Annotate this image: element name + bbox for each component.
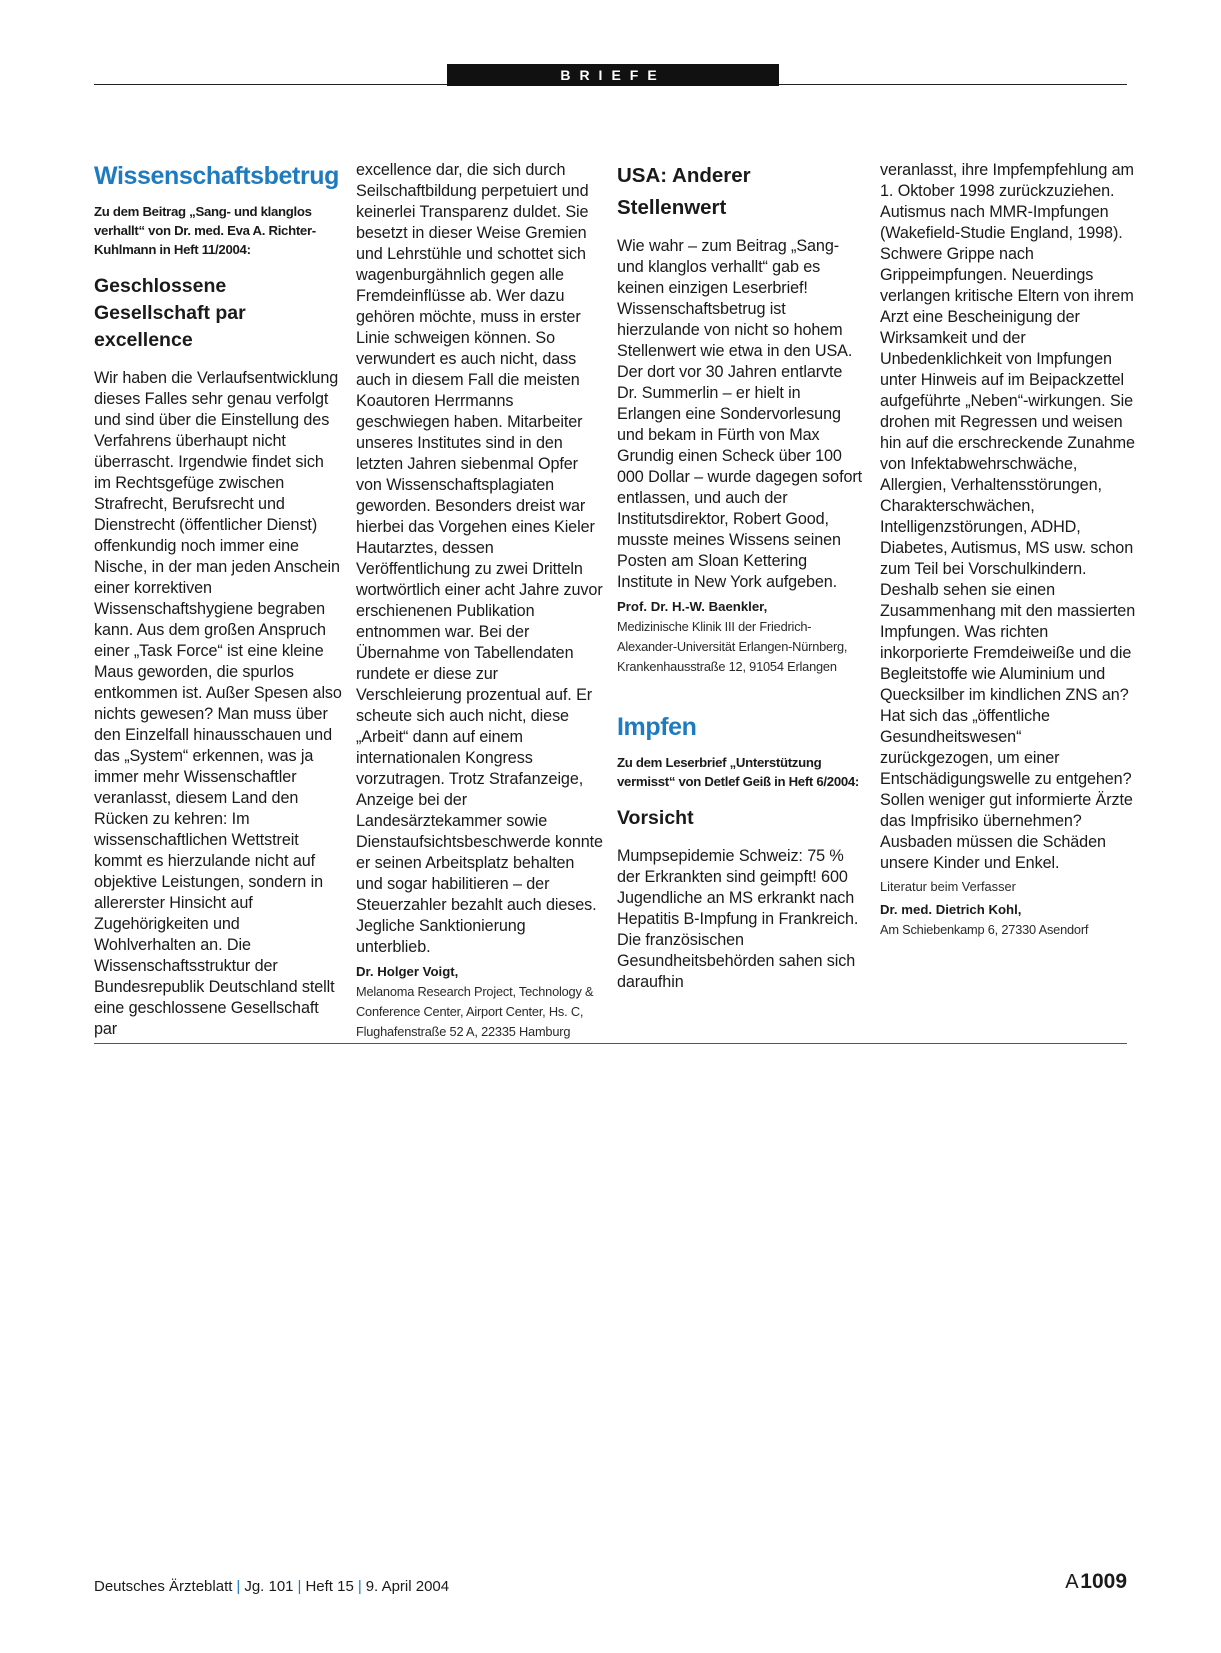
volume: Jg. 101 [244,1578,294,1595]
author-address-impfen: Am Schiebenkamp 6, 27330 Asendorf [880,922,1089,937]
column-3 [617,160,865,993]
journal-name: Deutsches Ärzteblatt [94,1578,233,1595]
literature-note: Literatur beim Verfasser [880,879,1016,894]
letter-headline-vorsicht: Vorsicht [617,807,694,829]
topic-heading-impfen: Impfen [617,713,697,741]
column-2 [356,160,604,1042]
letter-author: Dr. Holger Voigt, [356,964,459,979]
letter-body-usa: Wie wahr – zum Beitrag „Sang- und klanglos verhallt“ gab es keinen einzigen Leserbrief! Wissenschaftsbetrug ist hierzulande von nicht so hohem Stellenwert wie etwa in den USA. Der dort vor 30 Jahren entlarvte Dr. Summerlin – er hielt in Erlangen eine Sondervorlesung und bekam in Fürth von Max Grundig einen Scheck über 100 000 Dollar – wurde dagegen sofort entlassen, und auch der Institutsdirektor, Robert Good, musste meines Wissens seinen Posten am Sloan Kettering Institute in New York aufgeben. [617,237,863,591]
issue: Heft 15 [305,1578,354,1595]
page-prefix: A [1065,1571,1079,1593]
article-reference: Zu dem Beitrag „Sang- und klanglos verhallt“ von Dr. med. Eva A. Richter-Kuhlmann in Heft 11/2004: [94,204,316,257]
letter-body-impfen-continued: veranlasst, ihre Impfempfehlung am 1. Oktober 1998 zurückzuziehen. Autismus nach MMR-Impfungen (Wakefield-Studie England, 1998). Schwere Grippe nach Grippeimpfungen. Neuerdings verlangen kritische Eltern von ihrem Arzt eine Bescheinigung der Wirksamkeit und der Unbedenklichkeit von Impfungen unter Hinweis auf im Beipackzettel aufgeführte „Neben“-wirkungen. Sie drohen mit Regressen und weisen hin auf die erschreckende Zunahme von Infektabwehrschwäche, Allergien, Verhaltensstörungen, Charakterschwächen, Intelligenzstörungen, ADHD, Diabetes, Autismus, MS usw. schon zum Teil bei Vorschulkindern. Deshalb sehen sie einen Zusammenhang mit den massierten Impfungen. Was richten inkorporierte Fremdeiweiße und die Begleitstoffe wie Aluminium und Quecksilber im kindlichen ZNS an? Hat sich das „öffentliche Gesundheitswesen“ zurückgezogen, um einer Entschädigungswelle zu entgehen? Sollen weniger gut informierte Ärzte das Impfrisiko übernehmen? Ausbaden müssen die Schäden unsere Kinder und Enkel. [880,161,1136,872]
page-number-value: 1009 [1080,1570,1127,1593]
bottom-rule [94,1043,1127,1044]
author-address-usa: Medizinische Klinik III der Friedrich-Alexander-Universität Erlangen-Nürnberg, Krankenhausstraße 12, 91054 Erlangen [617,619,848,674]
column-1 [94,160,342,1040]
letter-author-usa: Prof. Dr. H.-W. Baenkler, [617,599,768,614]
letter-headline-usa: USA: Anderer Stellenwert [617,164,751,219]
page-number [1065,1570,1127,1594]
letter-headline: Geschlossene Gesellschaft par excellence [94,275,246,351]
letter-body-impfen: Mumpsepidemie Schweiz: 75 % der Erkrankten sind geimpft! 600 Jugendliche an MS erkrankt nach Hepatitis B-Impfung in Frankreich. Die französischen Gesundheitsbehörden sahen sich daraufhin [617,847,859,991]
column-4 [880,160,1136,940]
letter-body: Wir haben die Verlaufsentwicklung dieses Falles sehr genau verfolgt und sind über die Einstellung des Verfahrens überhaupt nicht überrascht. Irgendwie findet sich im Rechtsgefüge zwischen Strafrecht, Berufsrecht und Dienstrecht (öffentlicher Dienst) offenkundig noch immer eine Nische, in der man jeden Anschein einer korrektiven Wissenschaftshygiene begraben kann. Aus dem großen Anspruch einer „Task Force“ ist eine kleine Maus geworden, die spurlos entkommen ist. Außer Spesen also nichts gewesen? Man muss über den Einzelfall hinausschauen und das „System“ erkennen, was ja immer mehr Wissenschaftler veranlasst, diesem Land den Rücken zu kehren: Im wissenschaftlichen Wettstreit kommt es hierzulande nicht auf objektive Leistungen, sondern in allererster Hinsicht auf Zugehörigkeiten und Wohlverhalten an. Die Wissenschaftsstruktur der Bundesrepublik Deutschland stellt eine geschlossene Gesellschaft par [94,369,342,1038]
letter-author-impfen: Dr. med. Dietrich Kohl, [880,902,1022,917]
article-reference-impfen: Zu dem Leserbrief „Unterstützung vermisst“ von Detlef Geiß in Heft 6/2004: [617,755,860,789]
section-label: BRIEFE [447,64,779,86]
letter-body-continued: excellence dar, die sich durch Seilschaftbildung perpetuiert und keinerlei Transparenz duldet. Sie besetzt in dieser Weise Gremien und Lehrstühle und schottet sich wagenburgähnlich gegen alle Fremdeinflüsse ab. Wer dazu gehören möchte, muss in erster Linie schweigen können. So verwundert es auch nicht, dass auch in diesem Fall die meisten Koautoren Herrmanns geschwiegen haben. Mitarbeiter unseres Institutes sind in den letzten Jahren siebenmal Opfer von Wissenschaftsplagiaten geworden. Besonders dreist war hierbei das Vorgehen eines Kieler Hautarztes, dessen Veröffentlichung zu zwei Dritteln wortwörtlich einer acht Jahre zuvor erschienenen Publikation entnommen war. Bei der Übernahme von Tabellendaten rundete er diese zur Verschleierung prozentual auf. Er scheute sich auch nicht, diese „Arbeit“ dann auf einem internationalen Kongress vorzutragen. Trotz Strafanzeige, Anzeige bei der Landesärztekammer sowie Dienstaufsichtsbeschwerde konnte er seinen Arbeitsplatz behalten und sogar habilitieren – der Steuerzahler bezahlt auch dieses. Jegliche Sanktionierung unterblieb. [356,161,603,956]
author-address: Melanoma Research Project, Technology & Conference Center, Airport Center, Hs. C, Flughafenstraße 52 A, 22335 Hamburg [356,984,594,1039]
footer-citation: Deutsches Ärzteblatt | Jg. 101 | Heft 15 | 9. April 2004 [94,1578,450,1595]
issue-date: 9. April 2004 [365,1578,450,1595]
topic-heading-wissenschaftsbetrug: Wissenschaftsbetrug [94,162,340,190]
